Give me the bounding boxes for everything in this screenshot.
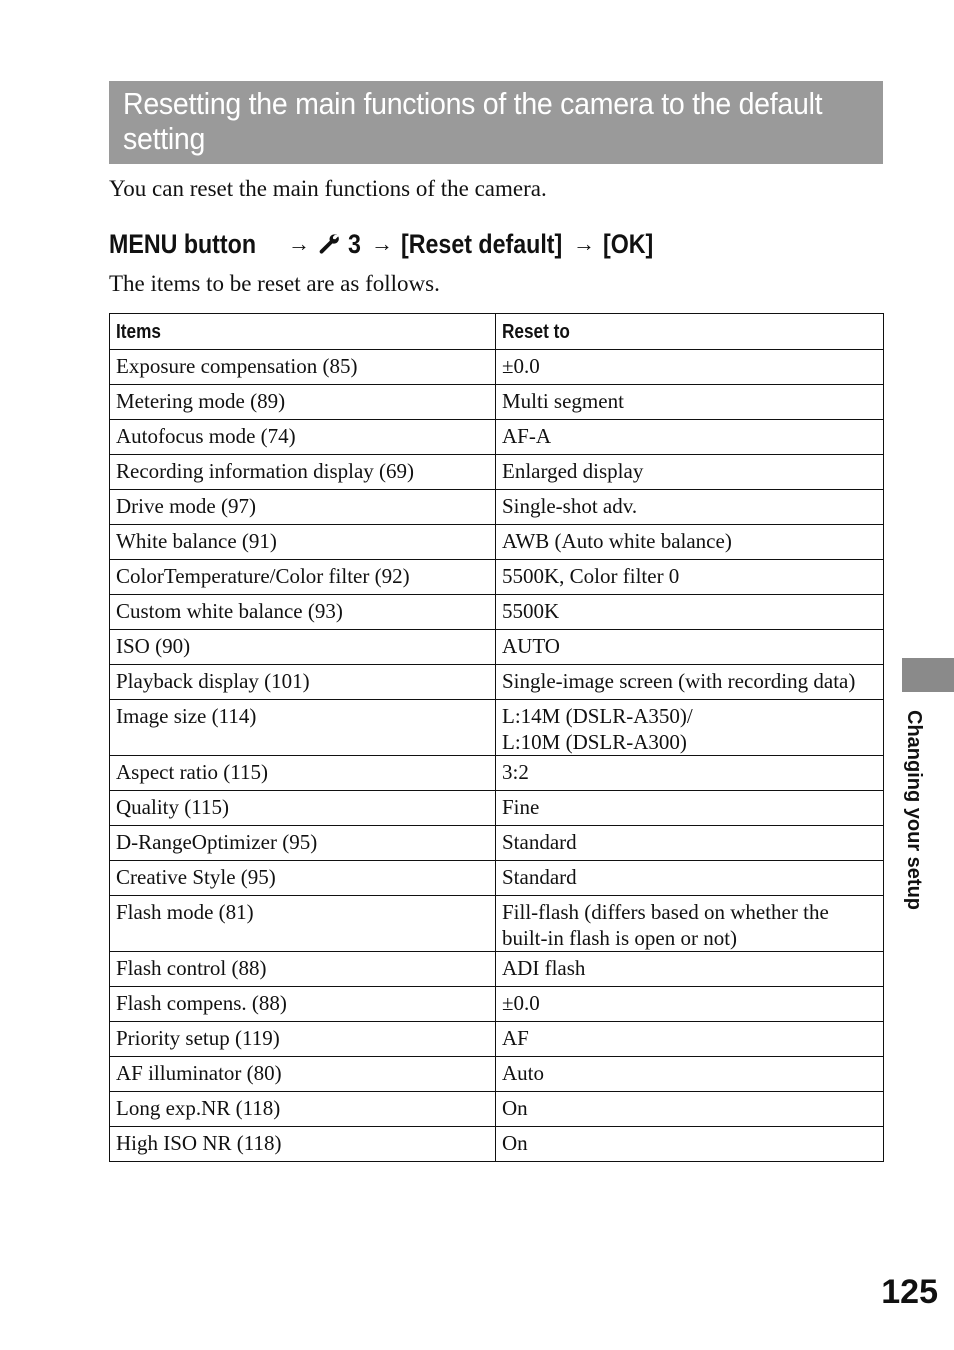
item-cell: Quality (115) <box>110 791 496 826</box>
reset-items-table <box>109 313 884 1162</box>
item-cell: Custom white balance (93) <box>110 595 496 630</box>
column-header-items: Items <box>110 314 496 350</box>
reset-value-cell: On <box>496 1092 884 1127</box>
item-cell: High ISO NR (118) <box>110 1127 496 1162</box>
reset-value-cell: L:14M (DSLR-A350)/ L:10M (DSLR-A300) <box>496 700 884 756</box>
table-row <box>110 630 884 665</box>
item-cell: Playback display (101) <box>110 665 496 700</box>
arrow-icon: → <box>287 231 310 256</box>
arrow-icon: → <box>572 231 595 256</box>
item-cell: Recording information display (69) <box>110 455 496 490</box>
menu-button-label: MENU button <box>109 228 257 259</box>
reset-value-cell: Auto <box>496 1057 884 1092</box>
table-row <box>110 791 884 826</box>
item-cell: Metering mode (89) <box>110 385 496 420</box>
table-row <box>110 1057 884 1092</box>
menu-path <box>109 226 661 262</box>
reset-value-cell: ADI flash <box>496 952 884 987</box>
table-row <box>110 1127 884 1162</box>
table-row <box>110 420 884 455</box>
item-cell: Aspect ratio (115) <box>110 756 496 791</box>
item-cell: AF illuminator (80) <box>110 1057 496 1092</box>
ok-item: [OK] <box>602 228 654 259</box>
table-row <box>110 756 884 791</box>
table-row <box>110 490 884 525</box>
table-row <box>110 1022 884 1057</box>
table-row <box>110 987 884 1022</box>
table-row <box>110 896 884 952</box>
section-title: Resetting the main functions of the camera to the default setting <box>123 86 823 156</box>
item-cell: Drive mode (97) <box>110 490 496 525</box>
page-number: 125 <box>881 1273 938 1311</box>
table-body <box>110 350 884 1162</box>
reset-value-cell: Standard <box>496 861 884 896</box>
reset-value-cell: 3:2 <box>496 756 884 791</box>
table-intro-text: The items to be reset are as follows. <box>109 271 440 296</box>
table-row <box>110 595 884 630</box>
table-row <box>110 700 884 756</box>
column-header-reset-to: Reset to <box>496 314 884 350</box>
side-tab-label: Changing your setup <box>903 710 925 910</box>
table-row <box>110 455 884 490</box>
item-cell: Flash compens. (88) <box>110 987 496 1022</box>
table-row <box>110 385 884 420</box>
item-cell: Creative Style (95) <box>110 861 496 896</box>
table-row <box>110 350 884 385</box>
arrow-icon: → <box>370 231 393 256</box>
reset-value-cell: Enlarged display <box>496 455 884 490</box>
item-cell: Priority setup (119) <box>110 1022 496 1057</box>
reset-value-cell: Fine <box>496 791 884 826</box>
reset-value-cell: AF <box>496 1022 884 1057</box>
table-row <box>110 952 884 987</box>
reset-value-cell: Standard <box>496 826 884 861</box>
reset-value-cell: 5500K <box>496 595 884 630</box>
reset-value-cell: AF-A <box>496 420 884 455</box>
table-header-row <box>110 314 884 350</box>
item-cell: Flash mode (81) <box>110 896 496 952</box>
reset-value-cell: Fill-flash (differs based on whether the built-in flash is open or not) <box>496 896 884 952</box>
table-row <box>110 560 884 595</box>
item-cell: Image size (114) <box>110 700 496 756</box>
reset-value-cell: ±0.0 <box>496 987 884 1022</box>
reset-value-cell: 5500K, Color filter 0 <box>496 560 884 595</box>
reset-value-cell: Single-image screen (with recording data) <box>496 665 884 700</box>
intro-text: You can reset the main functions of the camera. <box>109 176 547 201</box>
item-cell: ColorTemperature/Color filter (92) <box>110 560 496 595</box>
table-row <box>110 1092 884 1127</box>
item-cell: Exposure compensation (85) <box>110 350 496 385</box>
setup-tab-number: 3 <box>347 228 361 259</box>
item-cell: Autofocus mode (74) <box>110 420 496 455</box>
table-row <box>110 525 884 560</box>
reset-default-item: [Reset default] <box>400 228 563 259</box>
table-row <box>110 665 884 700</box>
reset-value-cell: AUTO <box>496 630 884 665</box>
item-cell: Flash control (88) <box>110 952 496 987</box>
table-row <box>110 861 884 896</box>
side-tab-marker <box>902 658 954 692</box>
wrench-icon <box>314 229 344 259</box>
item-cell: White balance (91) <box>110 525 496 560</box>
reset-value-cell: Multi segment <box>496 385 884 420</box>
reset-value-cell: ±0.0 <box>496 350 884 385</box>
section-title-bar <box>109 81 883 164</box>
reset-value-cell: Single-shot adv. <box>496 490 884 525</box>
reset-value-cell: AWB (Auto white balance) <box>496 525 884 560</box>
item-cell: D-RangeOptimizer (95) <box>110 826 496 861</box>
item-cell: ISO (90) <box>110 630 496 665</box>
item-cell: Long exp.NR (118) <box>110 1092 496 1127</box>
table-row <box>110 826 884 861</box>
reset-value-cell: On <box>496 1127 884 1162</box>
